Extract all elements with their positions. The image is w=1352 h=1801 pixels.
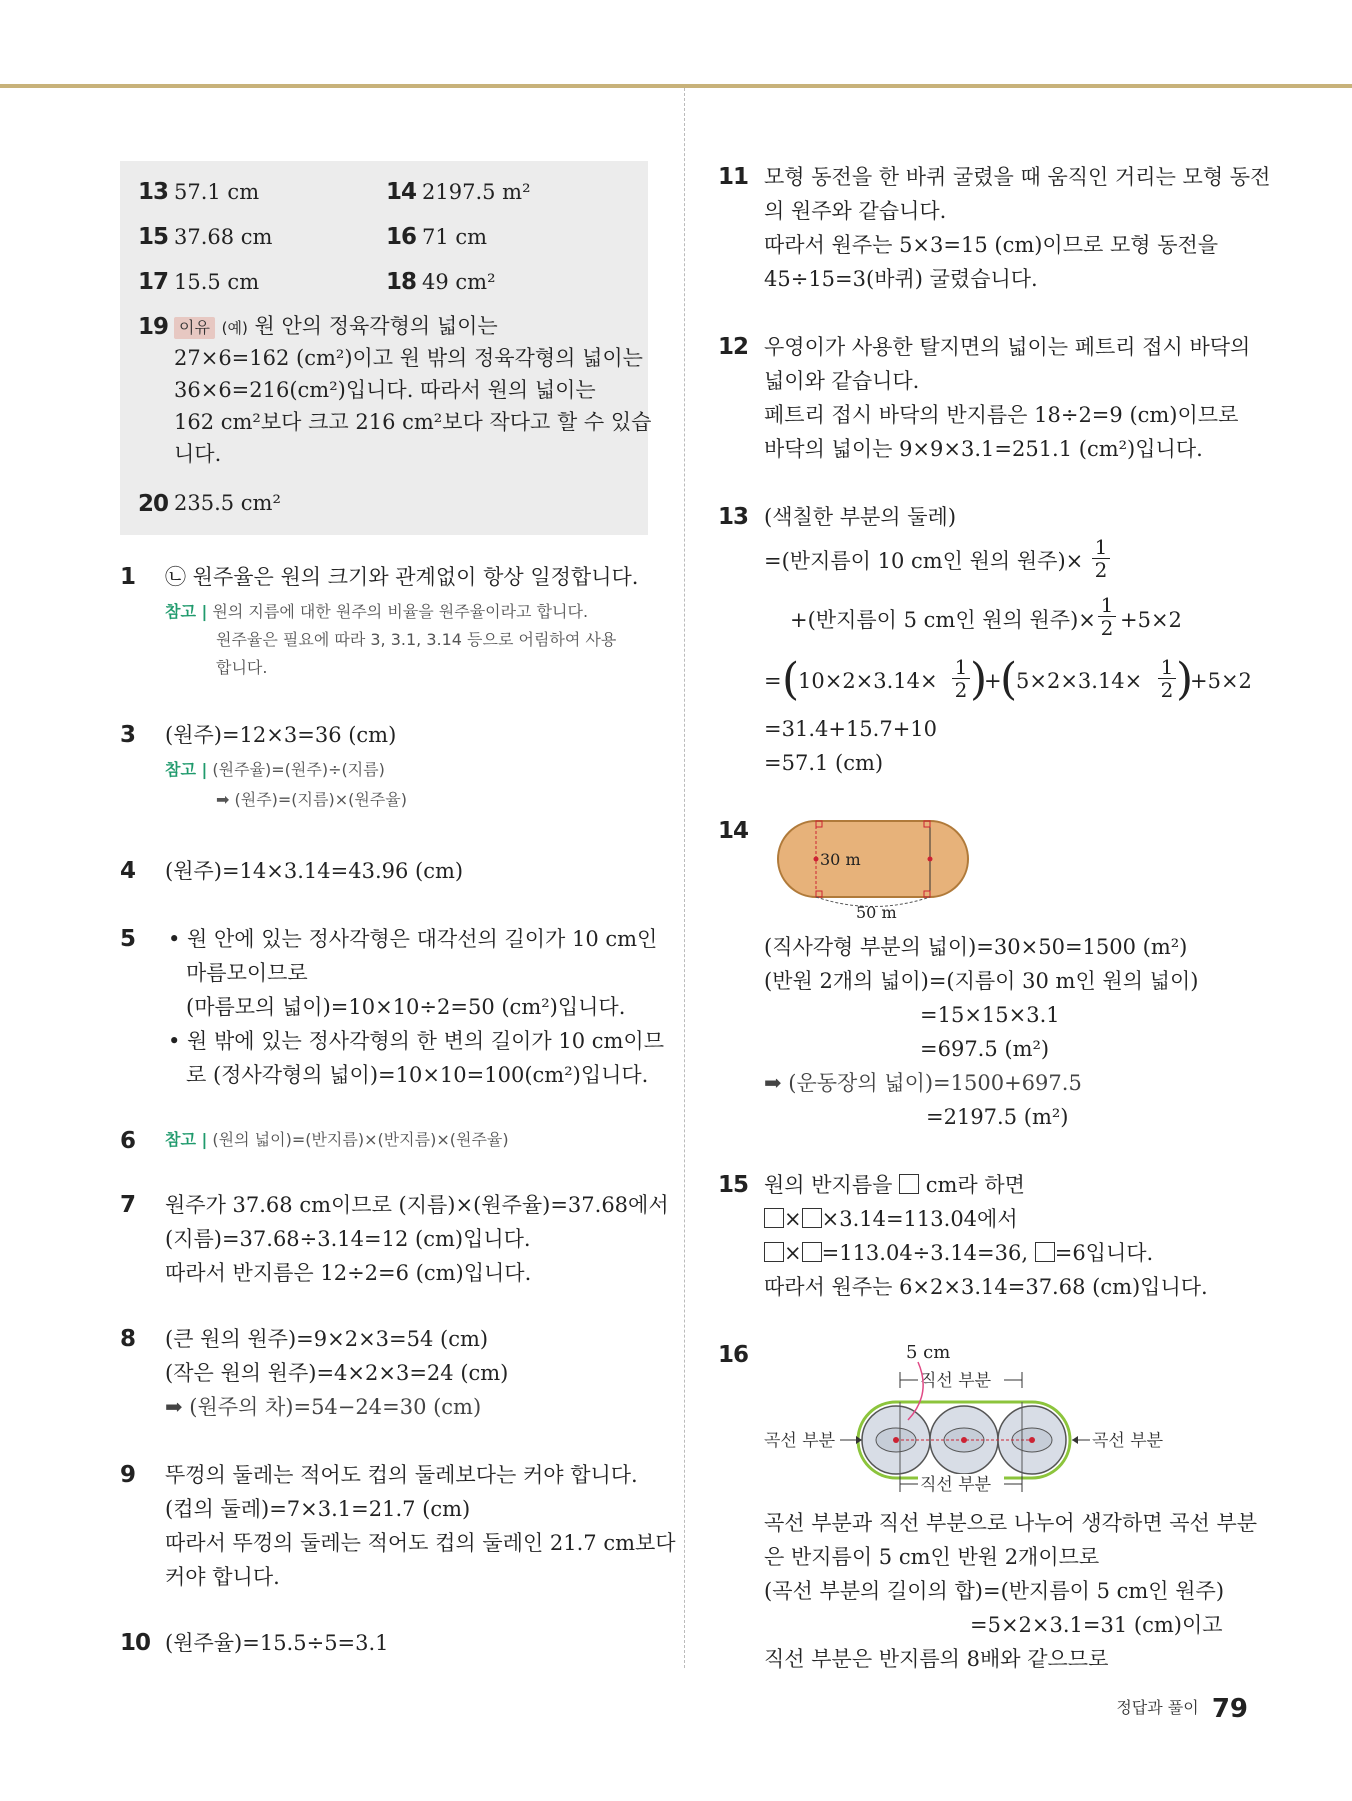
solution-text: 5×2×3.14× [1016,669,1143,693]
track-diagram [776,816,976,920]
solution-text: =5×2×3.1=31 (cm)이고 [970,1613,1223,1637]
text-segment: ×3.14=113.04에서 [821,1207,1018,1231]
solution-text: =697.5 (m²) [920,1037,1050,1061]
solution-text: • 원 밖에 있는 정사각형의 한 변의 길이가 10 cm이므 [168,1029,665,1053]
question-number: 7 [120,1192,136,1218]
question-number: 8 [120,1326,136,1352]
solution-text: • 원 안에 있는 정사각형은 대각선의 길이가 10 cm인 [168,927,658,951]
fraction-numerator: 1 [1100,593,1114,617]
text-segment: 원의 반지름을 [764,1173,900,1197]
answer-number: 20 [138,491,169,517]
length-label: 50 m [856,903,897,920]
solution-text: ➡ (운동장의 넓이)=1500+697.5 [764,1071,1082,1095]
question-number: 12 [718,334,749,360]
fraction-half [1158,656,1176,701]
fraction-half [952,656,970,701]
center-dot [814,857,819,862]
curve-label-right: 곡선 부분 [1092,1431,1164,1451]
note-text: 합니다. [216,658,268,677]
note-text: (원주율)=(원주)÷(지름) [212,760,385,779]
solution-text: 모형 동전을 한 바퀴 굴렸을 때 움직인 거리는 모형 동전 [764,165,1271,189]
question-number: 4 [120,858,136,884]
answer-number: 14 [386,179,417,205]
solution-text: ➡ (원주의 차)=54−24=30 (cm) [165,1395,482,1419]
answer-number: 17 [138,269,169,295]
solution-text: 곡선 부분과 직선 부분으로 나누어 생각하면 곡선 부분 [764,1511,1258,1535]
solution-text: 우영이가 사용한 탈지면의 넓이는 페트리 접시 바닥의 [764,335,1251,359]
answer-19-text: 162 cm²보다 크고 216 cm²보다 작다고 할 수 있습 [174,410,652,434]
fraction-half [1098,594,1116,639]
solution-text: +5×2 [1120,608,1182,632]
solution-text: 따라서 원주는 6×2×3.14=37.68 (cm)입니다. [764,1275,1208,1299]
fraction-numerator: 1 [954,655,968,679]
page-footer [1116,1694,1248,1724]
paren-close: ) [970,654,988,705]
fraction-denominator: 2 [1158,678,1176,701]
solution-text: 따라서 반지름은 12÷2=6 (cm)입니다. [165,1261,532,1285]
answer-number: 15 [138,224,169,250]
fraction-numerator: 1 [1160,655,1174,679]
note-text: ➡ (원주)=(지름)×(원주율) [216,790,407,809]
answer-summary-box [120,161,652,535]
answer-19-line [174,309,498,345]
solution-text: =57.1 (cm) [764,751,884,775]
solution-text: 뚜껑의 둘레는 적어도 컵의 둘레보다는 커야 합니다. [165,1463,638,1487]
solution-text: 따라서 원주는 5×3=15 (cm)이므로 모형 동전을 [764,233,1219,257]
solution-text: 45÷15=3(바퀴) 굴렸습니다. [764,267,1038,291]
solution-text: (작은 원의 원주)=4×2×3=24 (cm) [165,1361,509,1385]
answer-number: 19 [138,314,169,340]
solution-text: (반원 2개의 넓이)=(지름이 30 m인 원의 넓이) [764,969,1199,993]
example-mark: (예) [221,319,248,337]
question-number: 3 [120,722,136,748]
question-number: 6 [120,1128,136,1154]
text-segment: =113.04÷3.14=36, [821,1241,1035,1265]
solution-text: =(반지름이 10 cm인 원의 원주)× [764,549,1084,573]
blank-box [802,1242,822,1262]
blank-box [764,1242,784,1262]
note-text: 원의 지름에 대한 원주의 비율을 원주율이라고 합니다. [212,602,589,621]
answer-19-text: 27×6=162 (cm²)이고 원 밖의 정육각형의 넓이는 [174,346,643,370]
note-text: 원주율은 필요에 따라 3, 3.1, 3.14 등으로 어림하여 사용 [216,630,617,649]
question-number: 14 [718,818,749,844]
radius-label: 5 cm [906,1342,951,1363]
solution-text: 은 반지름이 5 cm인 반원 2개이므로 [764,1545,1100,1569]
solution-text: (원주율)=15.5÷5=3.1 [165,1631,389,1655]
answer-number: 16 [386,224,417,250]
fraction-denominator: 2 [1098,616,1116,639]
solution-text: +(반지름이 5 cm인 원의 원주)× [790,608,1096,632]
answer-number: 13 [138,179,169,205]
arrow-head [1072,1436,1078,1444]
solution-text: (마름모의 넓이)=10×10÷2=50 (cm²)입니다. [186,995,626,1019]
solution-text: 따라서 뚜껑의 둘레는 적어도 컵의 둘레인 21.7 cm보다 [165,1531,676,1555]
center-dot [928,857,933,862]
question-number: 10 [120,1630,151,1656]
solution-text: +5×2 [1190,669,1252,693]
solution-text: =2197.5 (m²) [926,1105,1069,1129]
question-number: 15 [718,1172,749,1198]
answer-value: 49 cm² [422,270,496,294]
paren-open: ( [782,654,800,705]
fraction-denominator: 2 [952,678,970,701]
text-segment: =6입니다. [1054,1241,1154,1265]
solution-text: (원주)=12×3=36 (cm) [165,723,397,747]
solution-text: 직선 부분은 반지름의 8배와 같으므로 [764,1647,1109,1671]
solution-text: + [984,669,1002,693]
question-number: 5 [120,926,136,952]
fraction-half [1092,536,1110,581]
blank-box [764,1208,784,1228]
example-mark-text: 예 [227,319,242,337]
note-line [165,1126,509,1154]
solution-text: 원주가 37.68 cm이므로 (지름)×(원주율)=37.68에서 [165,1193,669,1217]
column-divider [684,88,685,1668]
solution-text: = [764,669,782,693]
solution-text: 커야 합니다. [165,1565,280,1589]
blank-box [802,1208,822,1228]
question-number: 9 [120,1462,136,1488]
solution-text: 페트리 접시 바닥의 반지름은 18÷2=9 (cm)이므로 [764,403,1239,427]
footer-label: 정답과 풀이 [1116,1698,1199,1717]
note-text: (원의 넓이)=(반지름)×(반지름)×(원주율) [212,1130,509,1149]
curve-label-left: 곡선 부분 [764,1431,836,1451]
top-accent-bar [0,84,1352,88]
solution-text: ㉡ 원주율은 원의 크기와 관계없이 항상 일정합니다. [165,565,639,589]
fraction-denominator: 2 [1092,558,1110,581]
reason-badge: 이유 [174,317,215,339]
note-label: 참고 | [165,602,208,621]
answer-19-text: 36×6=216(cm²)입니다. 따라서 원의 넓이는 [174,378,596,402]
solution-text: =31.4+15.7+10 [764,717,938,741]
text-segment: × [784,1241,802,1265]
solution-text: (색칠한 부분의 둘레) [764,505,957,529]
page-number: 79 [1211,1694,1248,1724]
text-segment: × [784,1207,802,1231]
solution-text: 의 원주와 같습니다. [764,199,947,223]
answer-value: 235.5 cm² [174,491,281,515]
solution-text: (직사각형 부분의 넓이)=30×50=1500 (m²) [764,935,1188,959]
solution-text: (곡선 부분의 길이의 합)=(반지름이 5 cm인 원주) [764,1579,1225,1603]
solution-text: (큰 원의 원주)=9×2×3=54 (cm) [165,1327,489,1351]
straight-label-top: 직선 부분 [920,1371,992,1391]
note-label: 참고 | [165,1130,208,1149]
answer-number: 18 [386,269,417,295]
solution-text: 마름모이므로 [186,961,308,985]
solution-text [764,1168,1025,1202]
answer-19-text: 니다. [174,442,222,466]
paren-open: ( [1000,654,1018,705]
track-shape [778,821,968,897]
note-line [165,598,588,626]
cylinders-diagram [762,1334,1202,1498]
text-segment: cm라 하면 [919,1173,1025,1197]
width-label: 30 m [820,850,861,869]
solution-text [764,1236,1153,1270]
solution-text: =15×15×3.1 [920,1003,1060,1027]
note-label: 참고 | [165,760,208,779]
question-number: 1 [120,564,136,590]
fraction-numerator: 1 [1094,535,1108,559]
solution-text: (컵의 둘레)=7×3.1=21.7 (cm) [165,1497,471,1521]
answer-value: 37.68 cm [174,225,273,249]
blank-box [1035,1242,1055,1262]
paren-close: ) [1176,654,1194,705]
answer-value: 2197.5 m² [422,180,531,204]
answer-value: 15.5 cm [174,270,260,294]
question-number: 13 [718,504,749,530]
question-number: 16 [718,1342,749,1368]
solution-text: 넓이와 같습니다. [764,369,920,393]
solution-text: (원주)=14×3.14=43.96 (cm) [165,859,464,883]
solution-text: 로 (정사각형의 넓이)=10×10=100(cm²)입니다. [186,1063,649,1087]
question-number: 11 [718,164,749,190]
answer-value: 71 cm [422,225,488,249]
answer-value: 57.1 cm [174,180,260,204]
blank-box [899,1174,919,1194]
solution-text: 10×2×3.14× [798,669,938,693]
solution-text [764,1202,1018,1236]
answer-19-text: 원 안의 정육각형의 넓이는 [254,314,498,338]
straight-label-bottom: 직선 부분 [920,1475,992,1495]
note-line [165,756,385,784]
solution-text: 바닥의 넓이는 9×9×3.1=251.1 (cm²)입니다. [764,437,1203,461]
solution-text: (지름)=37.68÷3.14=12 (cm)입니다. [165,1227,531,1251]
